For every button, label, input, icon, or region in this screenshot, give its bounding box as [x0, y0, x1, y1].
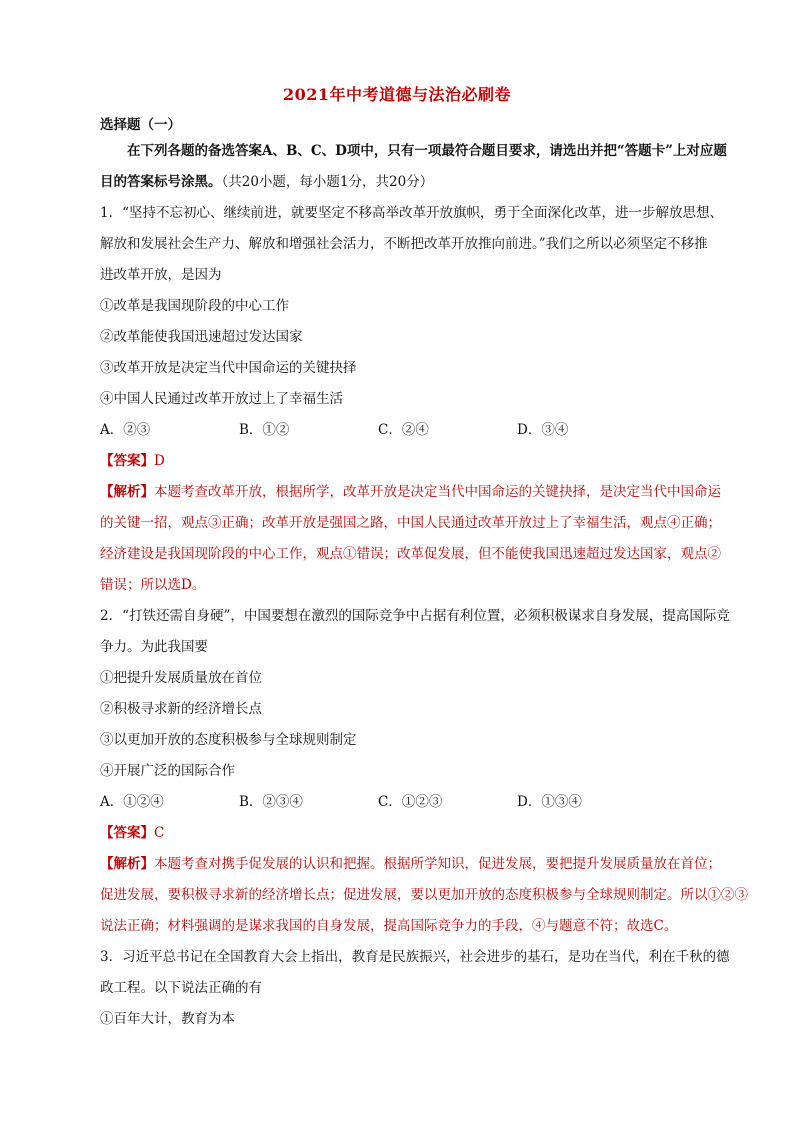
statement-item: ③以更加开放的态度积极参与全球规则制定	[100, 732, 357, 748]
statement-item: ②改革能使我国迅速超过发达国家	[100, 329, 303, 345]
statement-item: ②积极寻求新的经济增长点	[100, 701, 262, 717]
option-b: B．①②	[239, 422, 290, 438]
option-b: B．②③④	[239, 794, 303, 810]
option-c: C．②④	[378, 422, 429, 438]
statement-item: ③改革开放是决定当代中国命运的关键抉择	[100, 360, 357, 376]
analysis-label: 【解析】	[100, 484, 154, 500]
analysis-text: 本题考查对携手促发展的认识和把握。根据所学知识，促进发展，要把提升发展质量放在首位；	[154, 856, 721, 872]
analysis-text: 本题考查改革开放，根据所学，改革开放是决定当代中国命运的关键抉择，是决定当代中国命运	[154, 484, 721, 500]
question-2	[100, 601, 748, 942]
statement-item: ①把提升发展质量放在首位	[100, 670, 262, 686]
question-stem-line: 政工程。以下说法正确的有	[100, 980, 262, 996]
answer-value: C	[154, 825, 165, 841]
answer-line	[100, 818, 712, 849]
analysis-line: 促进发展，要积极寻求新的经济增长点；促进发展，要以更加开放的态度积极参与全球规则制定。所以①②③	[100, 887, 748, 903]
question-stem-line: 2．“打铁还需自身硬”，中国要想在激烈的国际竞争中占据有利位置，必须积极谋求自身发展，提高国际竞	[100, 608, 730, 624]
question-stem-line: 1．“坚持不忘初心、继续前进，就要坚定不移高举改革开放旗帜，勇于全面深化改革，进一步解放思想、	[100, 205, 723, 221]
question-stem-line: 争力。为此我国要	[100, 639, 208, 655]
analysis-line: 经济建设是我国现阶段的中心工作，观点①错误；改革促发展，但不能使我国迅速超过发达国家，观点②	[100, 546, 721, 562]
question-1	[100, 198, 723, 601]
statement-item: ④开展广泛的国际合作	[100, 763, 235, 779]
question-3	[100, 942, 730, 1035]
analysis-line	[100, 849, 721, 880]
option-a: A．②③	[100, 422, 151, 438]
analysis-line: 的关键一招，观点③正确；改革开放是强国之路，中国人民通过改革开放过上了幸福生活，观点④正确；	[100, 515, 721, 531]
answer-options	[100, 787, 712, 818]
option-a: A．①②④	[100, 794, 164, 810]
question-stem-line: 进改革开放，是因为	[100, 267, 222, 283]
content-flow	[100, 136, 748, 1035]
question-stem-line: 解放和发展社会生产力、解放和增强社会活力，不断把改革开放推向前进。”我们之所以必须坚定不移推	[100, 236, 708, 252]
answer-value: D	[154, 453, 165, 469]
analysis-line: 说法正确；材料强调的是谋求我国的自身发展，提高国际竞争力的手段，④与题意不符；故选C。	[100, 918, 678, 934]
option-c: C．①②③	[378, 794, 443, 810]
statement-item: ①百年大计，教育为本	[100, 1011, 235, 1027]
option-d: D．①③④	[517, 794, 582, 810]
instructions-bold: 目的答案标号涂黑。	[100, 174, 222, 190]
analysis-label: 【解析】	[100, 856, 154, 872]
page-title: 2021年中考道德与法治必刷卷	[282, 85, 512, 104]
answer-options	[100, 415, 712, 446]
question-stem-line: 3．习近平总书记在全国教育大会上指出，教育是民族振兴，社会进步的基石，是功在当代，利在千秋的德	[100, 949, 730, 965]
instructions-rest: （共20小题，每小题1分，共20分）	[221, 174, 434, 190]
instructions-line-2	[100, 167, 712, 198]
answer-line	[100, 446, 712, 477]
instructions-line-1: 在下列各题的备选答案A、B、C、D项中，只有一项最符合题目要求，请选出并把“答题卡”上对应题	[100, 143, 727, 159]
answer-label: 【答案】	[100, 825, 154, 841]
answer-label: 【答案】	[100, 453, 154, 469]
statement-item: ①改革是我国现阶段的中心工作	[100, 298, 289, 314]
option-d: D．③④	[517, 422, 569, 438]
analysis-line	[100, 477, 721, 508]
analysis-line: 错误；所以选D。	[100, 577, 206, 593]
section-heading: 选择题（一）	[100, 117, 181, 133]
statement-item: ④中国人民通过改革开放过上了幸福生活	[100, 391, 343, 407]
